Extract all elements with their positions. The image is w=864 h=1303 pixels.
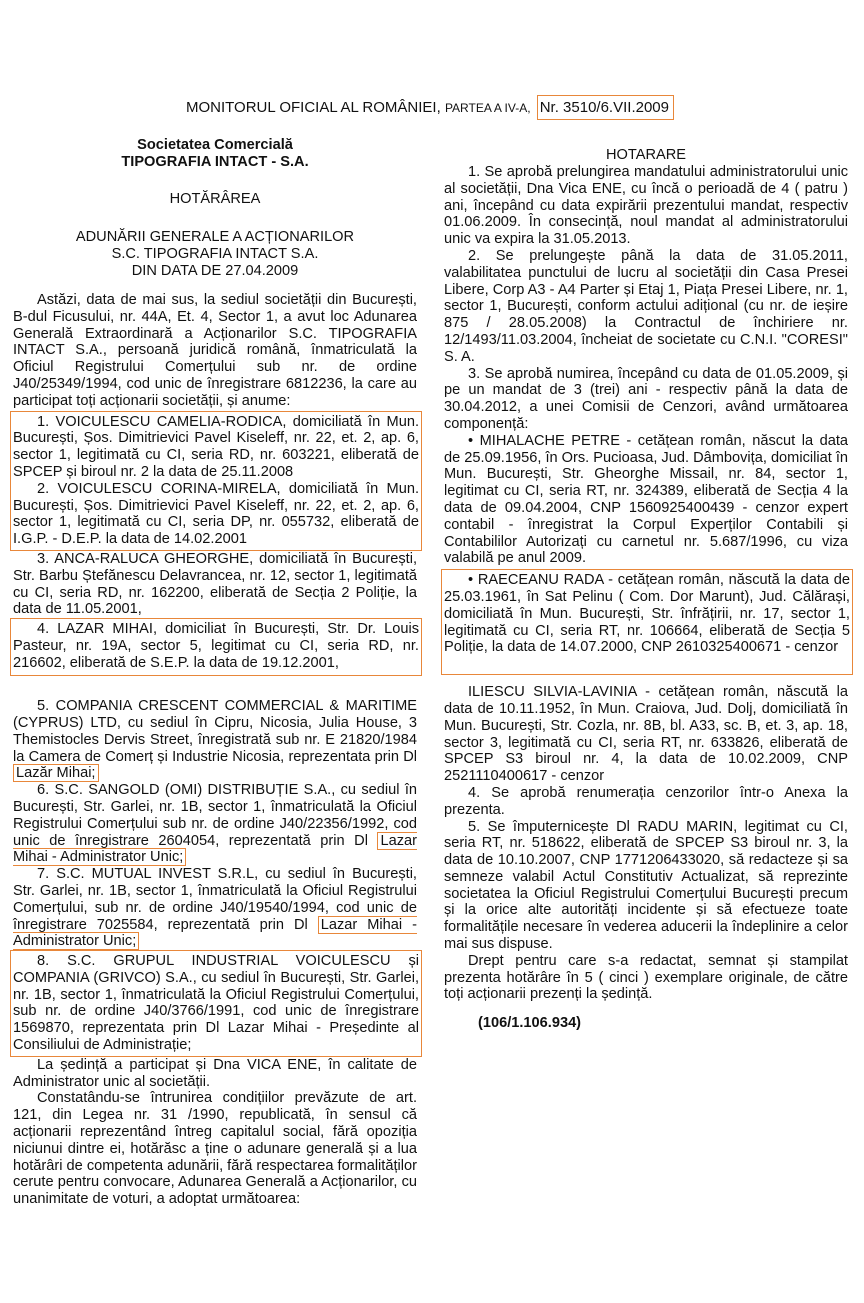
document-subtitle <box>13 229 417 280</box>
document-title: HOTĂRÂREA <box>169 191 261 207</box>
shareholder-5-representative: Lazăr Mihai; <box>13 764 99 782</box>
shareholders-1-2-box <box>10 411 422 551</box>
censor-raeceanu-box <box>441 569 853 675</box>
closing-paragraph: Drept pentru care s-a redactat, semnat și stampilat prezenta hotărâre în 5 ( cinci ) exemplare originale, de către toți acționarii prezenți la ședință. <box>444 952 848 1003</box>
shareholder-6 <box>13 782 417 866</box>
company-line-1: Societatea Comercială <box>137 137 293 153</box>
quorum-paragraph: Constatându-se întrunirea condițiilor prevăzute de art. 121, din Legea nr. 31 /1990, republicată, în sensul că acționarii reprezentând întreg capitalul social, fără opoziția niciunui dintre ei, hotărăsc a ține o adunare generală și a lua hotărâri de competenta adunării, fără respectarea formalităților cerute pentru convocare, Adunarea Generală a Acționarilor, cu unanimitate de voturi, a adoptat următoarea: <box>13 1090 417 1208</box>
shareholder-5 <box>13 698 417 782</box>
header-issue-number: Nr. 3510/6.VII.2009 <box>537 95 674 120</box>
censor-mihalache: • MIHALACHE PETRE - cetățean român, născut la data de 25.09.1956, în Ors. Pucioasa, Jud. Dâmbovița, domiciliat în Mun. București, Str. Gheorghe Missail, nr. 84, sector 1, legitimat cu CI, seria RT, nr. 324389, eliberată de Secția 4 la data de 09.04.2004, CNP 1560925400439 - cenzor expert contabil - înregistrat la Corpul Experților Contabili și Contabililor Autorizați cu carnetul nr. 5.687/1996, cu viza valabilă pe anul 2009. <box>444 432 848 567</box>
reference-number: (106/1.106.934) <box>478 1015 582 1032</box>
shareholder-7-representative: Lazar Mihai - Administrator Unic; <box>13 916 417 950</box>
decision-4: 4. Se aprobă renumerația cenzorilor într-o Anexa la prezenta. <box>444 784 848 818</box>
decision-5: 5. Se împuternicește Dl RADU MARIN, legitimat cu CI, seria RT, nr. 518622, eliberată de SPCEP S3 biroul nr. 3, la data de 10.10.2007, CNP 1771206433020, să redacteze și sa semneze valabil Actul Constitutiv Actualizat, să reprezinte societatea la Oficiul Registrului Comerțului București precum și la orice alte autorități incidente și să efectueze toate formalitățile necesare în vederea aducerii la îndeplinire a celor mai sus dispuse. <box>444 818 848 953</box>
decision-title: HOTARARE <box>605 147 686 163</box>
censor-raeceanu: • RAECEANU RADA - cetățean român, născută la data de 25.03.1961, în Sat Pelinu ( Com. Dor Marunt), Jud. Călărași, domiciliată în Mun. București, Str. înfrățirii, nr. 17, sector 1, legitimată cu CI, seria RT, nr. 106664, eliberată de Secția 5 Poliție, la data de 14.07.2000, CNP 2610325400671 - cenzor <box>444 572 850 656</box>
subtitle-line-2: S.C. TIPOGRAFIA INTACT S.A. <box>111 246 319 262</box>
shareholder-4: 4. LAZAR MIHAI, domiciliat în București, Str. Dr. Louis Pasteur, nr. 19A, sector 5, legitimat cu CI, seria RD, nr. 216602, eliberată de S.E.P. la data de 19.12.2001, <box>13 621 419 671</box>
shareholder-5-text: 5. COMPANIA CRESCENT COMMERCIAL & MARITIME (CYPRUS) LTD, cu sediul în Cipru, Nicosia, Julia House, 3 Themistocles Dervis Street, înregistrată sub nr. E 21820/1984 la Camera de Comerț și Industrie Nicosia, reprezentata prin Dl <box>13 698 417 765</box>
decision-1: 1. Se aprobă prelungirea mandatului administratorului unic al societății, Dna Vica ENE, cu încă o perioadă de 4 ( patru ) ani, începând cu data expirării prezentului mandat, respectiv 01.06.2009. În consecință, noul mandat al administratorului unic va expira la 31.05.2013. <box>444 164 848 248</box>
shareholder-8-box <box>10 950 422 1057</box>
intro-paragraph: Astăzi, data de mai sus, la sediul societății din București, B-dul Ficusului, nr. 44A, Et. 4, Sector 1, a avut loc Adunarea Generală Extraordinară a Acționarilor S.C. TIPOGRAFIA INTACT S.A., persoană juridică română, înmatriculată la Oficiul Registrului Comerțului sub nr. de ordine J40/25349/1994, cod unic de înregistrare 6812236, la care au participat toți acționarii societății, și anume: <box>13 292 417 409</box>
shareholder-1: 1. VOICULESCU CAMELIA-RODICA, domiciliată în Mun. București, Șos. Dimitrievici Pavel Kiseleff, nr. 22, et. 2, ap. 6, sector 1, legitimată cu CI, seria RD, nr. 603221, eliberată de SPCEP și biroul nr. 2 la data de 25.11.2008 <box>13 413 419 480</box>
shareholder-2: 2. VOICULESCU CORINA-MIRELA, domiciliată în Mun. București, Șos. Dimitrievici Pavel Kiseleff, nr. 22, et. 2, ap. 6, sector 1, legitimată cu CI, seria DP, nr. 055732, eliberată de I.G.P. - D.E.P. la data de 14.02.2001 <box>13 480 419 548</box>
company-line-2: TIPOGRAFIA INTACT - S.A. <box>121 154 309 170</box>
shareholder-7-text: 7. S.C. MUTUAL INVEST S.R.L, cu sediul în București, Str. Garlei, nr. 1B, sector 1, înmatriculată la Oficiul Registrului Comerțului, sub nr. de ordine J40/19540/1994, cod unic de înregistrare 7025584, reprezentată prin Dl <box>13 866 417 933</box>
subtitle-line-1: ADUNĂRII GENERALE A ACȚIONARILOR <box>75 229 355 245</box>
publication-header <box>186 95 674 120</box>
shareholder-7 <box>13 866 417 950</box>
decision-3: 3. Se aprobă numirea, începând cu data de 01.05.2009, și pe un mandat de 3 (trei) ani - respectiv până la data de 30.04.2012, a unei Comisii de Cenzori, având următoarea componență: <box>444 365 848 432</box>
header-part: PARTEA A IV-A, <box>444 101 531 115</box>
subtitle-line-3: DIN DATA DE 27.04.2009 <box>131 263 299 279</box>
shareholder-8: 8. S.C. GRUPUL INDUSTRIAL VOICULESCU și COMPANIA (GRIVCO) S.A., cu sediul în București, Str. Garlei, nr. 1B, sector 1, înmatriculată la Oficiul Registrului Comerțului, sub nr. de ordine J40/3766/1991, cod unic de înregistrare 1569870, reprezentata prin Dl Lazar Mihai - Președinte al Consiliului de Administrație; <box>13 953 419 1054</box>
decision-2: 2. Se prelungește până la data de 31.05.2011, valabilitatea punctului de lucru al societății din Casa Presei Libere, Corp A3 - A4 Parter și Etaj 1, Piața Presei Libere, nr. 1, sector 1, București, conform actului adițional (cu nr. de ieșire 875 / 28.05.2008) la Contractul de închiriere nr. 12/1493/11.03.2004, încheiat de societate cu C.N.I. "CORESI" S. A. <box>444 247 848 365</box>
administrator-paragraph: La ședință a participat și Dna VICA ENE, în calitate de Administrator unic al societății. <box>13 1056 417 1090</box>
header-title: MONITORUL OFICIAL AL ROMÂNIEI, <box>186 99 441 116</box>
shareholder-6-representative: Lazar Mihai - Administrator Unic; <box>13 832 417 866</box>
shareholder-6-text: 6. S.C. SANGOLD (OMI) DISTRIBUȚIE S.A., cu sediul în București, Str. Garlei, nr. 1B, sector 1, înmatriculată la Oficiul Registrului Comerțului sub nr. de ordine J40/22356/1992, cod unic de înregistrare 2604054, reprezentată prin Dl <box>13 782 417 849</box>
right-body <box>444 164 848 1032</box>
shareholder-3: 3. ANCA-RALUCA GHEORGHE, domiciliată în București, Str. Barbu Ștefănescu Delavrancea, nr. 12, sector 1, legitimată cu CI, seria RD, nr. 162200, eliberată de Secția 2 Poliție, la data de 11.05.2001, <box>13 550 417 618</box>
censor-iliescu: ILIESCU SILVIA-LAVINIA - cetățean român, născută la data de 10.11.1952, în Mun. Craiova, Jud. Dolj, domiciliată în Mun. București, Str. Cozla, nr. 8B, bl. A33, sc. B, et. 3, ap. 18, sector 3, legitimată cu CI, seria RT, nr. 633826, eliberată de SPCEP S3 biroul nr. 4, la data de 10.02.2009, CNP 2521110400617 - cenzor <box>444 684 848 785</box>
company-heading <box>13 137 417 171</box>
left-body <box>13 292 417 1208</box>
shareholder-4-box <box>10 618 422 676</box>
